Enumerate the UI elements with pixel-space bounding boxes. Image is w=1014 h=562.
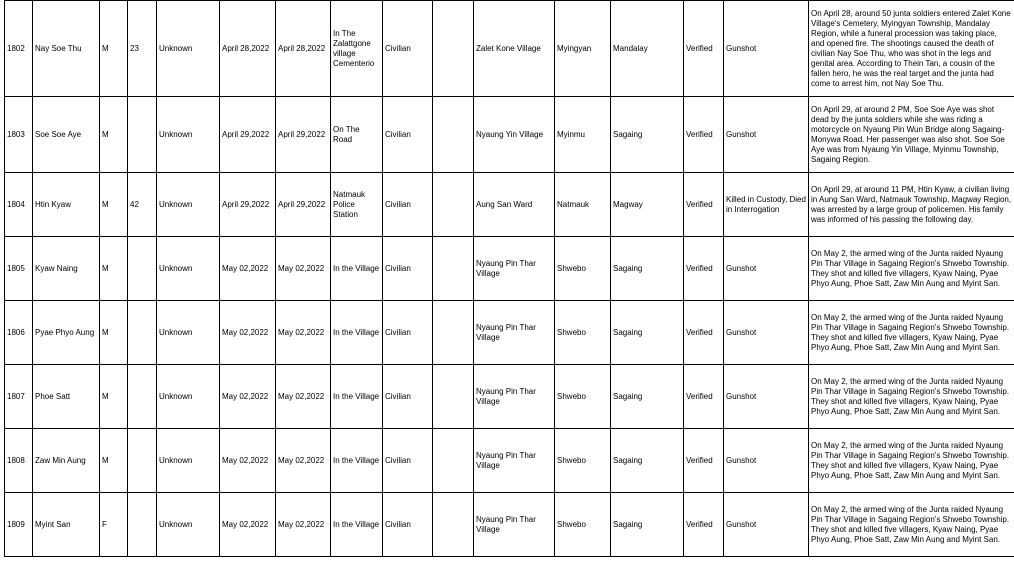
cell-age: 23 [128, 1, 157, 97]
cell-verification: Verified [684, 429, 724, 493]
cell-date-incident: May 02,2022 [220, 301, 276, 365]
cell-status: Civilian [383, 301, 433, 365]
cell-verification: Verified [684, 97, 724, 173]
cell-region: Sagaing [611, 365, 684, 429]
cell-village: Nyaung Pin Thar Village [474, 429, 555, 493]
cell-date-death: May 02,2022 [276, 365, 331, 429]
cell-affiliation: Unknown [157, 97, 220, 173]
cell-cause: Gunshot [724, 365, 809, 429]
cell-id: 1807 [5, 365, 33, 429]
cell-date-death: April 29,2022 [276, 97, 331, 173]
table-row [5, 173, 1014, 237]
cell-location: Natmauk Police Station [331, 173, 383, 237]
cell-village: Nyaung Pin Thar Village [474, 237, 555, 301]
cell-description: On May 2, the armed wing of the Junta raided Nyaung Pin Thar Village in Sagaing Region's Shwebo Township. They shot and killed five villagers, Kyaw Naing, Pyae Phyo Aung, Phoe Satt, Zaw Min Aung and Myint San. [809, 237, 1014, 301]
cell-village: Aung San Ward [474, 173, 555, 237]
cell-name: Phoe Satt [33, 365, 100, 429]
cell-extra [433, 237, 474, 301]
cell-name: Kyaw Naing [33, 237, 100, 301]
cell-sex: M [100, 237, 128, 301]
cell-verification: Verified [684, 1, 724, 97]
cell-name: Soe Soe Aye [33, 97, 100, 173]
data-table [4, 0, 1014, 557]
cell-cause: Gunshot [724, 97, 809, 173]
cell-sex: F [100, 493, 128, 557]
cell-status: Civilian [383, 365, 433, 429]
cell-id: 1808 [5, 429, 33, 493]
cell-date-incident: April 28,2022 [220, 1, 276, 97]
cell-age [128, 429, 157, 493]
cell-township: Shwebo [555, 301, 611, 365]
cell-region: Sagaing [611, 301, 684, 365]
table-row [5, 1, 1014, 97]
cell-date-incident: May 02,2022 [220, 237, 276, 301]
cell-village: Zalet Kone Village [474, 1, 555, 97]
table-row [5, 237, 1014, 301]
cell-region: Mandalay [611, 1, 684, 97]
table-row [5, 493, 1014, 557]
table-row [5, 429, 1014, 493]
cell-status: Civilian [383, 493, 433, 557]
cell-sex: M [100, 1, 128, 97]
cell-affiliation: Unknown [157, 173, 220, 237]
cell-township: Myingyan [555, 1, 611, 97]
cell-name: Zaw Min Aung [33, 429, 100, 493]
cell-date-incident: May 02,2022 [220, 365, 276, 429]
cell-extra [433, 429, 474, 493]
cell-name: Nay Soe Thu [33, 1, 100, 97]
cell-location: In the Village [331, 493, 383, 557]
cell-verification: Verified [684, 493, 724, 557]
cell-affiliation: Unknown [157, 1, 220, 97]
cell-sex: M [100, 97, 128, 173]
cell-date-incident: April 29,2022 [220, 97, 276, 173]
cell-age [128, 493, 157, 557]
cell-extra [433, 173, 474, 237]
cell-age [128, 237, 157, 301]
cell-id: 1809 [5, 493, 33, 557]
cell-id: 1806 [5, 301, 33, 365]
cell-date-death: April 29,2022 [276, 173, 331, 237]
cell-affiliation: Unknown [157, 237, 220, 301]
table-row [5, 365, 1014, 429]
cell-status: Civilian [383, 429, 433, 493]
cell-status: Civilian [383, 173, 433, 237]
cell-description: On April 29, at around 2 PM, Soe Soe Aye was shot dead by the junta soldiers while she was riding a motorcycle on Nyaung Pin Wun Bridge along Sagaing-Monywa Road. Her passenger was also shot. Soe Soe Aye was from Nyaung Yin Village, Myinmu Township, Sagaing Region. [809, 97, 1014, 173]
cell-cause: Killed in Custody, Died in Interrogation [724, 173, 809, 237]
cell-name: Htin Kyaw [33, 173, 100, 237]
cell-village: Nyaung Yin Village [474, 97, 555, 173]
cell-extra [433, 1, 474, 97]
cell-description: On April 28, around 50 junta soldiers entered Zalet Kone Village's Cemetery, Myingyan Township, Mandalay Region, while a funeral procession was taking place, and opened fire. The shootings caused the death of civilian Nay Soe Thu, who was shot in the legs and genital area. According to Thein Tan, a cousin of the fallen hero, he was the real target and the junta had come to arrest him, not Nay Soe Thu. [809, 1, 1014, 97]
cell-region: Sagaing [611, 429, 684, 493]
table-row [5, 97, 1014, 173]
cell-township: Shwebo [555, 493, 611, 557]
cell-status: Civilian [383, 1, 433, 97]
cell-description: On May 2, the armed wing of the Junta raided Nyaung Pin Thar Village in Sagaing Region's Shwebo Township. They shot and killed five villagers, Kyaw Naing, Pyae Phyo Aung, Phoe Satt, Zaw Min Aung and Myint San. [809, 493, 1014, 557]
cell-status: Civilian [383, 237, 433, 301]
table-row [5, 301, 1014, 365]
cell-affiliation: Unknown [157, 301, 220, 365]
cell-cause: Gunshot [724, 429, 809, 493]
cell-age: 42 [128, 173, 157, 237]
cell-region: Sagaing [611, 237, 684, 301]
cell-village: Nyaung Pin Thar Village [474, 493, 555, 557]
cell-id: 1802 [5, 1, 33, 97]
cell-date-incident: May 02,2022 [220, 429, 276, 493]
cell-date-incident: April 29,2022 [220, 173, 276, 237]
cell-location: In the Village [331, 365, 383, 429]
cell-name: Pyae Phyo Aung [33, 301, 100, 365]
cell-id: 1805 [5, 237, 33, 301]
cell-affiliation: Unknown [157, 493, 220, 557]
cell-extra [433, 493, 474, 557]
cell-extra [433, 97, 474, 173]
cell-description: On May 2, the armed wing of the Junta raided Nyaung Pin Thar Village in Sagaing Region's Shwebo Township. They shot and killed five villagers, Kyaw Naing, Pyae Phyo Aung, Phoe Satt, Zaw Min Aung and Myint San. [809, 365, 1014, 429]
cell-extra [433, 365, 474, 429]
cell-location: In the Village [331, 429, 383, 493]
cell-date-death: May 02,2022 [276, 493, 331, 557]
cell-sex: M [100, 365, 128, 429]
cell-affiliation: Unknown [157, 365, 220, 429]
cell-sex: M [100, 301, 128, 365]
cell-age [128, 301, 157, 365]
cell-date-death: April 28,2022 [276, 1, 331, 97]
cell-verification: Verified [684, 237, 724, 301]
cell-sex: M [100, 173, 128, 237]
cell-description: On May 2, the armed wing of the Junta raided Nyaung Pin Thar Village in Sagaing Region's Shwebo Township. They shot and killed five villagers, Kyaw Naing, Pyae Phyo Aung, Phoe Satt, Zaw Min Aung and Myint San. [809, 301, 1014, 365]
cell-cause: Gunshot [724, 493, 809, 557]
cell-village: Nyaung Pin Thar Village [474, 301, 555, 365]
cell-id: 1804 [5, 173, 33, 237]
cell-age [128, 97, 157, 173]
cell-extra [433, 301, 474, 365]
cell-township: Shwebo [555, 237, 611, 301]
cell-verification: Verified [684, 301, 724, 365]
cell-description: On May 2, the armed wing of the Junta raided Nyaung Pin Thar Village in Sagaing Region's Shwebo Township. They shot and killed five villagers, Kyaw Naing, Pyae Phyo Aung, Phoe Satt, Zaw Min Aung and Myint San. [809, 429, 1014, 493]
cell-township: Myinmu [555, 97, 611, 173]
cell-region: Sagaing [611, 97, 684, 173]
cell-status: Civilian [383, 97, 433, 173]
cell-location: In the Village [331, 237, 383, 301]
cell-region: Sagaing [611, 493, 684, 557]
cell-cause: Gunshot [724, 301, 809, 365]
cell-location: On The Road [331, 97, 383, 173]
cell-township: Shwebo [555, 429, 611, 493]
cell-id: 1803 [5, 97, 33, 173]
cell-age [128, 365, 157, 429]
cell-date-incident: May 02,2022 [220, 493, 276, 557]
cell-verification: Verified [684, 365, 724, 429]
cell-location: In The Zalattgone village Cementerio [331, 1, 383, 97]
cell-sex: M [100, 429, 128, 493]
cell-cause: Gunshot [724, 1, 809, 97]
cell-description: On April 29, at around 11 PM, Htin Kyaw, a civilian living in Aung San Ward, Natmauk Township, Magway Region, was arrested by a large group of policemen. His family was informed of his passing the following day. [809, 173, 1014, 237]
cell-affiliation: Unknown [157, 429, 220, 493]
cell-township: Natmauk [555, 173, 611, 237]
cell-name: Myint San [33, 493, 100, 557]
cell-cause: Gunshot [724, 237, 809, 301]
cell-village: Nyaung Pin Thar Village [474, 365, 555, 429]
cell-location: In the Village [331, 301, 383, 365]
cell-township: Shwebo [555, 365, 611, 429]
cell-region: Magway [611, 173, 684, 237]
cell-verification: Verified [684, 173, 724, 237]
cell-date-death: May 02,2022 [276, 429, 331, 493]
cell-date-death: May 02,2022 [276, 301, 331, 365]
cell-date-death: May 02,2022 [276, 237, 331, 301]
